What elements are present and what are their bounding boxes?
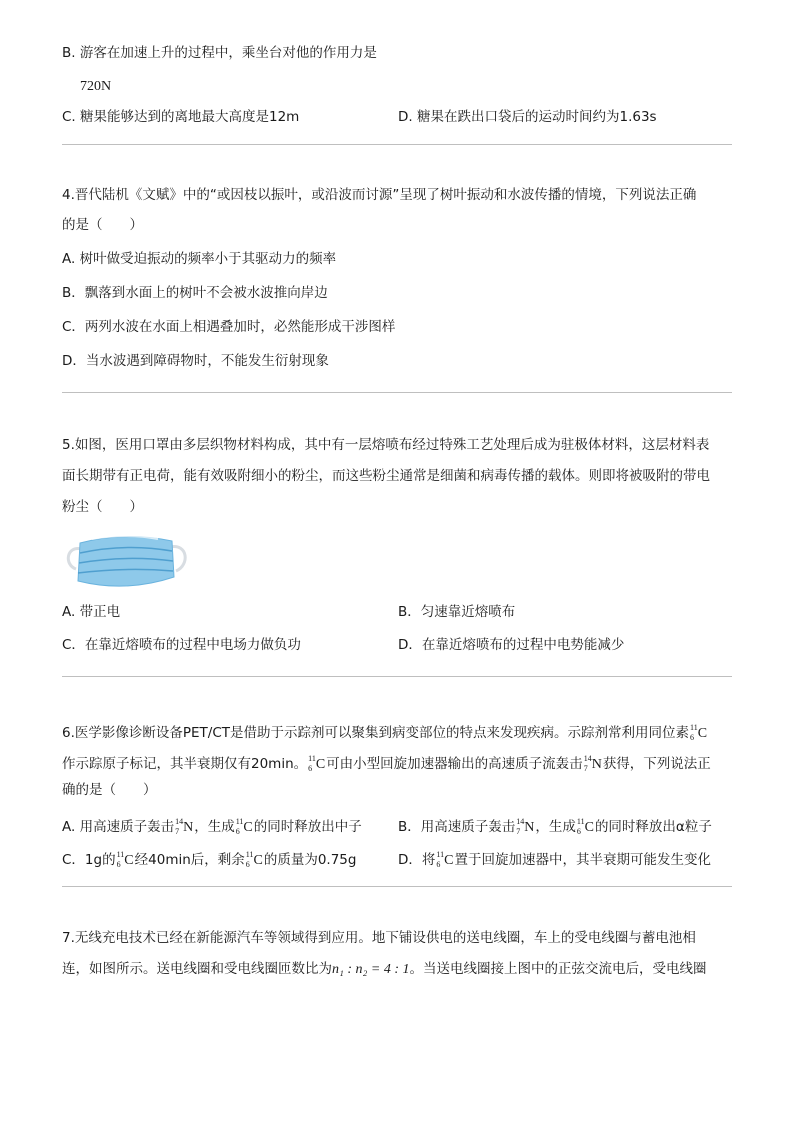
- q4-option-d: D．当水波遇到障碍物时，不能发生衍射现象: [62, 353, 329, 369]
- surgical-mask-image: [62, 527, 190, 595]
- divider: [62, 676, 732, 677]
- q6-stem-line3: 确的是（ ）: [62, 782, 157, 798]
- q5-stem-line3: 粉尘（ ）: [62, 499, 143, 515]
- q5-option-d: D．在靠近熔喷布的过程中电势能减少: [398, 637, 625, 653]
- q6-option-c: C．1g的$^{11}$ 6 C经40min后，剩余$^{11}$ 6 C的质量为0.75g: [62, 850, 357, 869]
- q6-option-a: A. 用高速质子轰击$^{14}$ 7 N，生成$^{11}$ 6 C的同时释放出中子: [62, 817, 362, 836]
- q5-stem-line2: 面长期带有正电荷，能有效吸附细小的粉尘，而这些粉尘通常是细菌和病毒传播的载体。则即将被吸附的带电: [62, 468, 710, 484]
- q3-option-b-line1: B. 游客在加速上升的过程中，乘坐台对他的作用力是: [62, 45, 377, 61]
- q3-option-c: C. 糖果能够达到的离地最大高度是12m: [62, 109, 300, 125]
- divider: [62, 144, 732, 145]
- q6-option-d: D．将$^{11}$ 6 C置于回旋加速器中，其半衰期可能发生变化: [398, 850, 711, 869]
- isotope-c11: $^{11}$ 6 C: [690, 723, 708, 742]
- q3-option-d: D. 糖果在跌出口袋后的运动时间约为1.63s: [398, 109, 657, 125]
- q4-option-b: B．飘落到水面上的树叶不会被水波推向岸边: [62, 285, 328, 301]
- q6-option-b: B．用高速质子轰击$^{14}$ 7 N，生成$^{11}$ 6 C的同时释放出α粒子: [398, 817, 712, 836]
- q4-stem-line1: 4.晋代陆机《文赋》中的“或因枝以振叶，或沿波而讨源”呈现了树叶振动和水波传播的情境，下列说法正确: [62, 187, 697, 203]
- q5-option-a: A. 带正电: [62, 604, 121, 620]
- q6-stem-line1: 6.医学影像诊断设备PET/CT是借助于示踪剂可以聚集到病变部位的特点来发现疾病。示踪剂常利用同位素$^{11}$ 6 C: [62, 719, 708, 743]
- divider: [62, 392, 732, 393]
- turns-ratio: n₁ : n₂ = 4 : 1: [332, 962, 410, 977]
- q5-stem-line1: 5.如图，医用口罩由多层织物材料构成，其中有一层熔喷布经过特殊工艺处理后成为驻极体材料，这层材料表: [62, 437, 710, 453]
- q4-stem-line2: 的是（ ）: [62, 217, 143, 233]
- q3-option-b-line2: 720N: [80, 79, 112, 94]
- isotope-n14: $^{14}$ 7 N: [583, 754, 602, 773]
- q5-option-b: B．匀速靠近熔喷布: [398, 604, 516, 620]
- q4-option-c: C．两列水波在水面上相遇叠加时，必然能形成干涉图样: [62, 319, 396, 335]
- q4-option-a: A. 树叶做受迫振动的频率小于其驱动力的频率: [62, 251, 337, 267]
- isotope-c11: $^{11}$ 6 C: [308, 754, 326, 773]
- q6-stem-line2: 作示踪原子标记，其半衰期仅有20min。$^{11}$ 6 C可由小型回旋加速器输出的高速质子流轰击$^{14}$ 7 N获得，下列说法正: [62, 750, 711, 774]
- q7-stem-line1: 7.无线充电技术已经在新能源汽车等领域得到应用。地下铺设供电的送电线圈，车上的受电线圈与蓄电池相: [62, 930, 696, 946]
- q5-option-c: C．在靠近熔喷布的过程中电场力做负功: [62, 637, 301, 653]
- divider: [62, 886, 732, 887]
- q7-stem-line2: 连，如图所示。送电线圈和受电线圈匝数比为n₁ : n₂ = 4 : 1。当送电线圈接上图中的正弦交流电后，受电线圈: [62, 961, 707, 977]
